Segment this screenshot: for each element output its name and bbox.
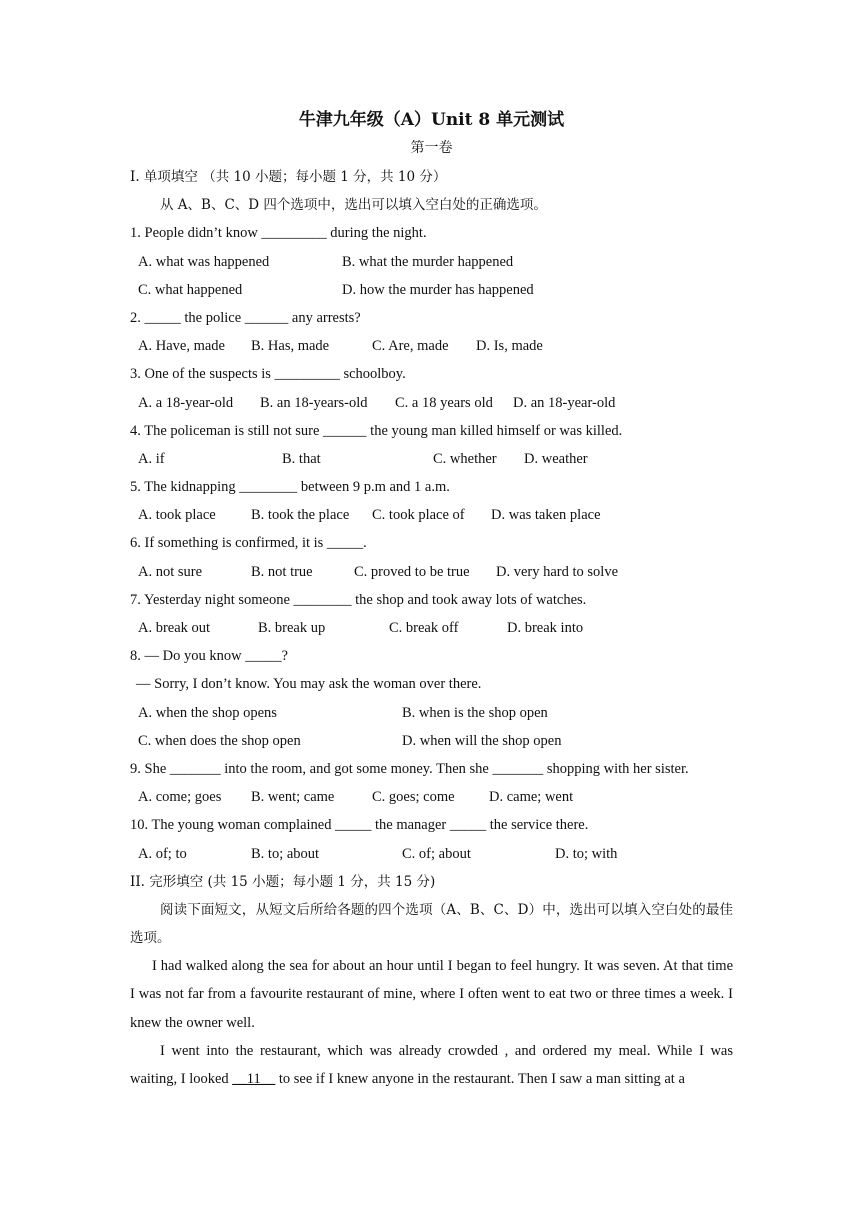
q1-option-b: B. what the murder happened <box>342 253 514 270</box>
section2-heading: II. 完形填空 (共 15 小题；每小题 1 分，共 15 分) <box>130 873 436 890</box>
question-5-options <box>130 501 733 529</box>
document-subtitle: 第一卷 <box>410 141 453 156</box>
q2-option-c: C. Are, made <box>372 338 449 355</box>
q5-option-a: A. took place <box>138 507 216 524</box>
q7-option-d: D. break into <box>507 620 584 636</box>
question-4: 4. The policeman is still not sure ______ the young man killed himself or was killed. <box>130 422 623 439</box>
question-1-options-row2 <box>130 276 733 304</box>
question-10: 10. The young woman complained _____ the manager _____ the service there. <box>130 817 589 834</box>
q9-option-c: C. goes; come <box>372 789 455 806</box>
question-9: 9. She _______ into the room, and got some money. Then she _______ shopping with her sister. <box>130 760 689 777</box>
q8-option-d: D. when will the shop open <box>402 732 562 749</box>
question-8-reply: — Sorry, I don’t know. You may ask the woman over there. <box>136 676 482 693</box>
question-2: 2. _____ the police ______ any arrests? <box>130 309 361 326</box>
q5-option-d: D. was taken place <box>491 507 601 524</box>
q1-option-d: D. how the murder has happened <box>342 281 534 298</box>
q4-option-b: B. that <box>282 450 321 467</box>
passage-paragraph-1: I had walked along the sea for about an hour until I began to feel hungry. It was seven. At that time I was not far from a favourite restaurant of mine, where I often went to eat two or three times a week. I knew the owner well. <box>130 958 733 1031</box>
question-1: 1. People didn’t know _________ during the night. <box>130 225 427 242</box>
question-10-options <box>130 840 733 868</box>
q6-option-b: B. not true <box>251 563 313 580</box>
q10-option-b: B. to; about <box>251 845 320 862</box>
q3-option-a: A. a 18-year-old <box>138 394 234 411</box>
question-7-options <box>130 614 733 642</box>
q6-option-a: A. not sure <box>138 563 203 580</box>
q5-option-c: C. took place of <box>372 507 465 524</box>
question-9-options <box>130 783 733 811</box>
q8-option-a: A. when the shop opens <box>138 704 277 721</box>
section2-instruction: 阅读下面短文，从短文后所给各题的四个选项（A、B、C、D）中，选出可以填入空白处的最佳选项。 <box>130 901 733 947</box>
question-3-options <box>130 389 733 417</box>
document-page <box>130 105 733 1093</box>
question-1-options-row1 <box>130 248 733 276</box>
passage-paragraph-2-end: to see if I knew anyone in the restaurant. Then I saw a man sitting at a <box>275 1071 685 1088</box>
q10-option-a: A. of; to <box>138 845 187 862</box>
q1-option-c: C. what happened <box>138 281 243 298</box>
q3-option-b: B. an 18-years-old <box>260 394 368 411</box>
question-8-options-row1 <box>130 699 733 727</box>
question-8: 8. — Do you know _____? <box>130 648 288 665</box>
passage-paragraph-2-start: I went into the restaurant, which was already crowded , and ordered my meal. While I was waiting, I looked <box>130 1042 733 1088</box>
q8-option-b: B. when is the shop open <box>402 704 548 721</box>
q3-option-c: C. a 18 years old <box>395 394 493 411</box>
blank-11: __11__ <box>232 1071 276 1088</box>
q4-option-c: C. whether <box>433 450 497 467</box>
question-7: 7. Yesterday night someone ________ the shop and took away lots of watches. <box>130 591 587 608</box>
q9-option-b: B. went; came <box>251 789 335 806</box>
q6-option-d: D. very hard to solve <box>496 563 619 580</box>
question-5: 5. The kidnapping ________ between 9 p.m and 1 a.m. <box>130 479 450 496</box>
question-3: 3. One of the suspects is _________ schoolboy. <box>130 366 406 383</box>
question-4-options <box>130 445 733 473</box>
q6-option-c: C. proved to be true <box>354 563 470 580</box>
q7-option-b: B. break up <box>258 620 326 636</box>
q2-option-a: A. Have, made <box>138 338 225 355</box>
q4-option-a: A. if <box>138 450 165 467</box>
q9-option-a: A. come; goes <box>138 789 222 806</box>
q1-option-a: A. what was happened <box>138 253 270 270</box>
q7-option-a: A. break out <box>138 620 211 636</box>
q4-option-d: D. weather <box>524 450 588 467</box>
q2-option-b: B. Has, made <box>251 338 330 355</box>
q2-option-d: D. Is, made <box>476 338 543 355</box>
section1-instruction: 从 A、B、C、D 四个选项中，选出可以填入空白处的正确选项。 <box>160 197 547 214</box>
q5-option-b: B. took the place <box>251 507 350 524</box>
q10-option-c: C. of; about <box>402 845 471 862</box>
q8-option-c: C. when does the shop open <box>138 732 301 749</box>
q10-option-d: D. to; with <box>555 845 618 862</box>
question-2-options <box>130 332 733 360</box>
q9-option-d: D. came; went <box>489 789 574 806</box>
q3-option-d: D. an 18-year-old <box>513 394 616 411</box>
section1-heading: I. 单项填空 （共 10 小题；每小题 1 分，共 10 分） <box>130 169 447 185</box>
question-6: 6. If something is confirmed, it is _____. <box>130 535 367 552</box>
document-title: 牛津九年级（A）Unit 8 单元测试 <box>298 110 565 130</box>
q7-option-c: C. break off <box>389 620 459 636</box>
question-6-options <box>130 558 733 586</box>
question-8-options-row2 <box>130 727 733 755</box>
passage-paragraph-2 <box>130 1037 733 1093</box>
